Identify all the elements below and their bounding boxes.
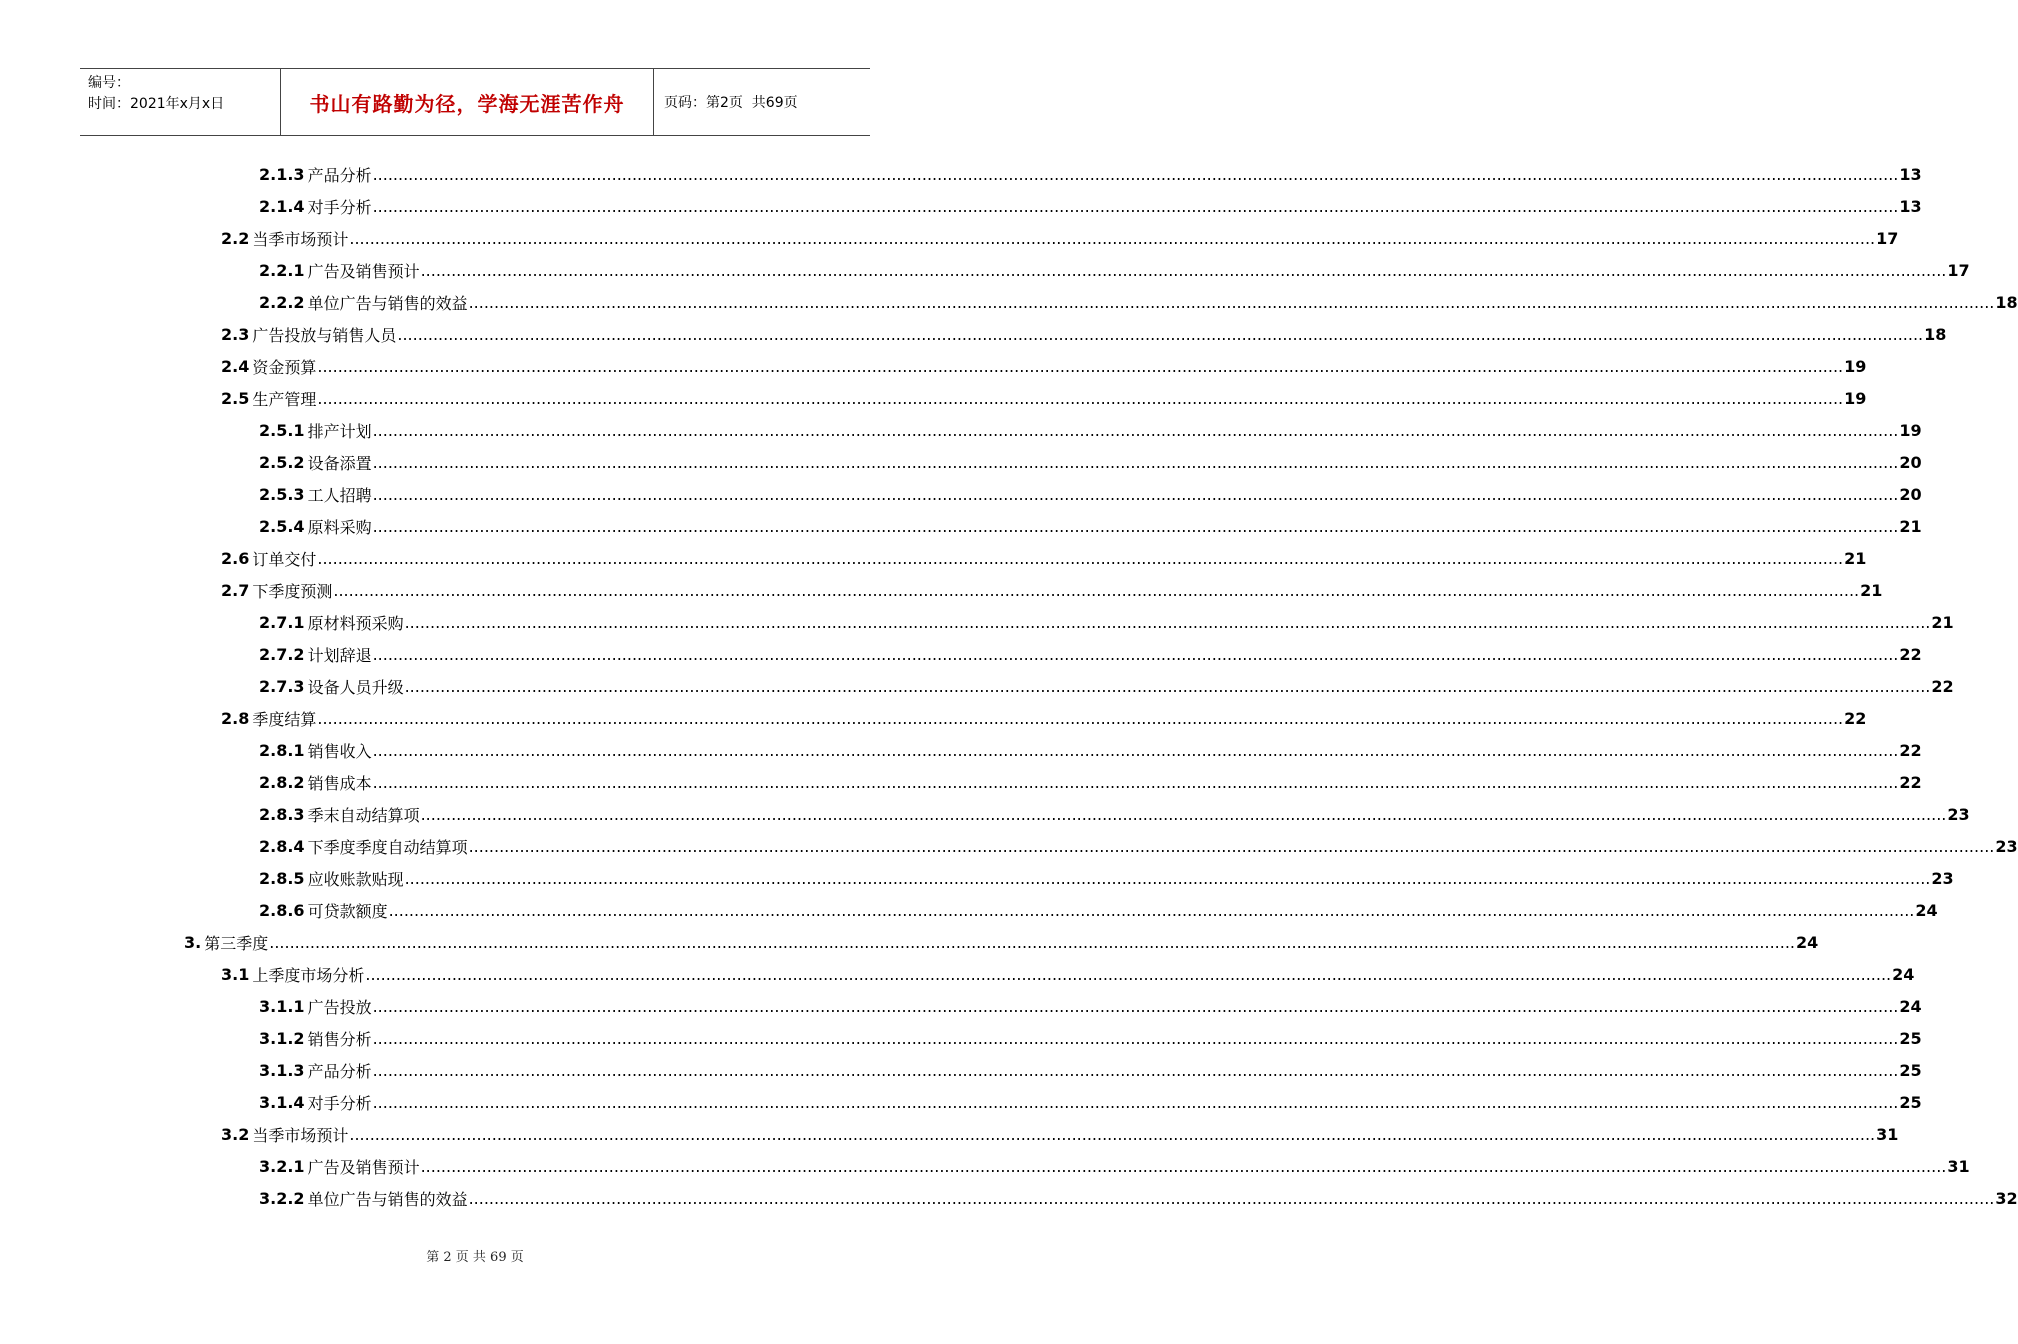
toc-entry[interactable] bbox=[221, 382, 1867, 414]
header-page-info: 页码：第2页 共69页 bbox=[664, 95, 798, 111]
toc-entry[interactable] bbox=[259, 510, 1922, 542]
toc-entry-title: 上季度市场分析 bbox=[252, 965, 365, 985]
toc-entry-title: 广告及销售预计 bbox=[307, 1157, 420, 1177]
toc-entry-number: 2.7.2 bbox=[259, 644, 305, 664]
toc-leader-dots: ............................................................................................................................................................................................................................................................................................................ bbox=[372, 1092, 1899, 1112]
toc-entry-page: 23 bbox=[1931, 868, 1954, 888]
footer-page-number: 第 2 页 共 69 页 bbox=[426, 1250, 524, 1265]
toc-entry[interactable] bbox=[259, 990, 1922, 1022]
toc-entry-number: 2.3 bbox=[221, 324, 250, 344]
toc-entry[interactable] bbox=[221, 958, 1915, 990]
toc-entry[interactable] bbox=[259, 1150, 1970, 1182]
toc-leader-dots: ............................................................................................................................................................................................................................................................................................................ bbox=[317, 708, 1844, 728]
toc-entry-title: 设备人员升级 bbox=[307, 677, 404, 697]
toc-leader-dots: ............................................................................................................................................................................................................................................................................................................ bbox=[468, 1188, 1995, 1208]
toc-entry-page: 22 bbox=[1899, 740, 1922, 760]
toc-entry-page: 24 bbox=[1915, 900, 1938, 920]
toc-entry-title: 排产计划 bbox=[307, 421, 372, 441]
toc-entry-number: 3.2.2 bbox=[259, 1188, 305, 1208]
toc-leader-dots: ............................................................................................................................................................................................................................................................................................................ bbox=[372, 1028, 1899, 1048]
toc-leader-dots: ............................................................................................................................................................................................................................................................................................................ bbox=[372, 644, 1899, 664]
toc-entry-page: 32 bbox=[1995, 1188, 2018, 1208]
toc-entry[interactable] bbox=[259, 158, 1922, 190]
toc-entry-title: 原材料预采购 bbox=[307, 613, 404, 633]
toc-entry[interactable] bbox=[259, 830, 2018, 862]
toc-entry-title: 当季市场预计 bbox=[252, 1125, 349, 1145]
toc-entry-number: 2.4 bbox=[221, 356, 250, 376]
toc-entry-page: 31 bbox=[1876, 1124, 1899, 1144]
toc-entry[interactable] bbox=[259, 638, 1922, 670]
toc-entry[interactable] bbox=[259, 670, 1954, 702]
toc-entry-title: 工人招聘 bbox=[307, 485, 372, 505]
toc-entry[interactable] bbox=[259, 190, 1922, 222]
toc-entry-page: 25 bbox=[1899, 1092, 1922, 1112]
toc-entry-title: 广告投放 bbox=[307, 997, 372, 1017]
toc-entry-title: 销售成本 bbox=[307, 773, 372, 793]
toc-entry-number: 2.7.1 bbox=[259, 612, 305, 632]
toc-entry[interactable] bbox=[259, 446, 1922, 478]
toc-entry-page: 24 bbox=[1796, 932, 1819, 952]
toc-entry-number: 3.1 bbox=[221, 964, 250, 984]
toc-entry-page: 19 bbox=[1844, 388, 1867, 408]
toc-entry-page: 25 bbox=[1899, 1060, 1922, 1080]
toc-entry-number: 2.5.1 bbox=[259, 420, 305, 440]
toc-entry[interactable] bbox=[259, 862, 1954, 894]
toc-entry-number: 2.5.3 bbox=[259, 484, 305, 504]
toc-entry-title: 销售收入 bbox=[307, 741, 372, 761]
toc-entry-page: 21 bbox=[1899, 516, 1922, 536]
toc-entry-title: 对手分析 bbox=[307, 197, 372, 217]
toc-leader-dots: ............................................................................................................................................................................................................................................................................................................ bbox=[365, 964, 1892, 984]
toc-entry-page: 22 bbox=[1931, 676, 1954, 696]
toc-entry-page: 17 bbox=[1876, 228, 1899, 248]
toc-entry[interactable] bbox=[221, 350, 1867, 382]
toc-entry-page: 17 bbox=[1947, 260, 1970, 280]
toc-entry[interactable] bbox=[259, 798, 1970, 830]
toc-leader-dots: ............................................................................................................................................................................................................................................................................................................ bbox=[420, 260, 1947, 280]
toc-entry[interactable] bbox=[259, 1054, 1922, 1086]
toc-entry-number: 2.5 bbox=[221, 388, 250, 408]
toc-entry-page: 22 bbox=[1899, 644, 1922, 664]
toc-entry[interactable] bbox=[221, 318, 1947, 350]
toc-entry-number: 2.2 bbox=[221, 228, 250, 248]
toc-leader-dots: ............................................................................................................................................................................................................................................................................................................ bbox=[317, 548, 1844, 568]
toc-entry-number: 2.8 bbox=[221, 708, 250, 728]
toc-entry-title: 广告及销售预计 bbox=[307, 261, 420, 281]
header-motto-cell bbox=[281, 69, 654, 135]
toc-entry[interactable] bbox=[259, 478, 1922, 510]
toc-entry-title: 第三季度 bbox=[204, 933, 269, 953]
toc-leader-dots: ............................................................................................................................................................................................................................................................................................................ bbox=[317, 356, 1844, 376]
toc-entry-title: 计划辞退 bbox=[307, 645, 372, 665]
toc-entry-page: 18 bbox=[1924, 324, 1947, 344]
toc-entry[interactable] bbox=[259, 766, 1922, 798]
toc-entry-page: 13 bbox=[1899, 196, 1922, 216]
document-number-label: 编号： bbox=[88, 75, 130, 91]
toc-entry-number: 2.8.3 bbox=[259, 804, 305, 824]
toc-leader-dots: ............................................................................................................................................................................................................................................................................................................ bbox=[404, 612, 1931, 632]
toc-entry-number: 3.1.2 bbox=[259, 1028, 305, 1048]
toc-entry-number: 3.2 bbox=[221, 1124, 250, 1144]
toc-entry-title: 可贷款额度 bbox=[307, 901, 388, 921]
header-page-info-cell bbox=[654, 69, 870, 135]
toc-leader-dots: ............................................................................................................................................................................................................................................................................................................ bbox=[372, 164, 1899, 184]
toc-entry[interactable] bbox=[259, 894, 1938, 926]
toc-entry[interactable] bbox=[221, 542, 1867, 574]
toc-entry-title: 下季度季度自动结算项 bbox=[307, 837, 468, 857]
toc-entry-page: 19 bbox=[1844, 356, 1867, 376]
header-meta bbox=[80, 69, 281, 135]
toc-entry-number: 3.1.1 bbox=[259, 996, 305, 1016]
toc-leader-dots: ............................................................................................................................................................................................................................................................................................................ bbox=[269, 932, 1796, 952]
toc-entry[interactable] bbox=[259, 414, 1922, 446]
toc-entry[interactable] bbox=[259, 286, 2018, 318]
toc-entry-number: 2.8.1 bbox=[259, 740, 305, 760]
toc-leader-dots: ............................................................................................................................................................................................................................................................................................................ bbox=[349, 228, 1876, 248]
toc-entry-page: 23 bbox=[1947, 804, 1970, 824]
toc-entry-page: 21 bbox=[1844, 548, 1867, 568]
toc-leader-dots: ............................................................................................................................................................................................................................................................................................................ bbox=[420, 804, 1947, 824]
toc-leader-dots: ............................................................................................................................................................................................................................................................................................................ bbox=[468, 836, 1995, 856]
toc-leader-dots: ............................................................................................................................................................................................................................................................................................................ bbox=[420, 1156, 1947, 1176]
toc-leader-dots: ............................................................................................................................................................................................................................................................................................................ bbox=[372, 772, 1899, 792]
toc-entry-title: 广告投放与销售人员 bbox=[252, 325, 397, 345]
toc-entry-page: 19 bbox=[1899, 420, 1922, 440]
toc-leader-dots: ............................................................................................................................................................................................................................................................................................................ bbox=[372, 196, 1899, 216]
toc-entry-number: 2.8.4 bbox=[259, 836, 305, 856]
toc-entry[interactable] bbox=[259, 1086, 1922, 1118]
toc-entry-number: 2.8.2 bbox=[259, 772, 305, 792]
toc-leader-dots: ............................................................................................................................................................................................................................................................................................................ bbox=[372, 1060, 1899, 1080]
toc-entry-title: 单位广告与销售的效益 bbox=[307, 1189, 468, 1209]
toc-entry-number: 2.5.4 bbox=[259, 516, 305, 536]
toc-entry-number: 2.8.6 bbox=[259, 900, 305, 920]
toc-entry-page: 20 bbox=[1899, 452, 1922, 472]
toc-entry-number: 2.2.1 bbox=[259, 260, 305, 280]
toc-entry-page: 24 bbox=[1892, 964, 1915, 984]
toc-entry-page: 21 bbox=[1860, 580, 1883, 600]
toc-entry-title: 设备添置 bbox=[307, 453, 372, 473]
toc-entry-page: 20 bbox=[1899, 484, 1922, 504]
toc-entry-number: 2.6 bbox=[221, 548, 250, 568]
toc-entry-page: 13 bbox=[1899, 164, 1922, 184]
toc-leader-dots: ............................................................................................................................................................................................................................................................................................................ bbox=[349, 1124, 1876, 1144]
toc-entry-page: 23 bbox=[1995, 836, 2018, 856]
page-header bbox=[80, 68, 870, 136]
toc-leader-dots: ............................................................................................................................................................................................................................................................................................................ bbox=[372, 420, 1899, 440]
toc-entry[interactable] bbox=[221, 1118, 1899, 1150]
toc-leader-dots: ............................................................................................................................................................................................................................................................................................................ bbox=[372, 516, 1899, 536]
toc-entry[interactable] bbox=[221, 222, 1899, 254]
toc-entry-title: 销售分析 bbox=[307, 1029, 372, 1049]
toc-leader-dots: ............................................................................................................................................................................................................................................................................................................ bbox=[404, 868, 1931, 888]
toc-leader-dots: ............................................................................................................................................................................................................................................................................................................ bbox=[333, 580, 1860, 600]
toc-entry-page: 25 bbox=[1899, 1028, 1922, 1048]
toc-entry-number: 2.1.3 bbox=[259, 164, 305, 184]
toc-entry-page: 22 bbox=[1844, 708, 1867, 728]
toc-entry-number: 2.1.4 bbox=[259, 196, 305, 216]
toc-entry-number: 3.1.4 bbox=[259, 1092, 305, 1112]
toc-entry-page: 18 bbox=[1995, 292, 2018, 312]
toc-entry-title: 生产管理 bbox=[252, 389, 317, 409]
toc-entry-title: 应收账款贴现 bbox=[307, 869, 404, 889]
toc-entry-number: 3.2.1 bbox=[259, 1156, 305, 1176]
toc-entry-page: 24 bbox=[1899, 996, 1922, 1016]
toc-entry[interactable] bbox=[259, 606, 1954, 638]
toc-leader-dots: ............................................................................................................................................................................................................................................................................................................ bbox=[317, 388, 1844, 408]
toc-entry-title: 订单交付 bbox=[252, 549, 317, 569]
toc-entry-title: 当季市场预计 bbox=[252, 229, 349, 249]
toc-entry-number: 3.1.3 bbox=[259, 1060, 305, 1080]
toc-entry-page: 22 bbox=[1899, 772, 1922, 792]
toc-leader-dots: ............................................................................................................................................................................................................................................................................................................ bbox=[388, 900, 1915, 920]
toc-entry-number: 2.7 bbox=[221, 580, 250, 600]
toc-leader-dots: ............................................................................................................................................................................................................................................................................................................ bbox=[372, 484, 1899, 504]
toc-entry-title: 产品分析 bbox=[307, 1061, 372, 1081]
toc-entry-number: 2.5.2 bbox=[259, 452, 305, 472]
toc-leader-dots: ............................................................................................................................................................................................................................................................................................................ bbox=[468, 292, 1995, 312]
toc-entry-title: 季末自动结算项 bbox=[307, 805, 420, 825]
document-date: 时间：2021年x月x日 bbox=[88, 96, 225, 112]
toc-entry[interactable] bbox=[221, 574, 1883, 606]
header-motto: 书山有路勤为径，学海无涯苦作舟 bbox=[309, 91, 625, 116]
toc-leader-dots: ............................................................................................................................................................................................................................................................................................................ bbox=[404, 676, 1931, 696]
toc-entry-number: 2.7.3 bbox=[259, 676, 305, 696]
toc-entry-number: 2.8.5 bbox=[259, 868, 305, 888]
toc-leader-dots: ............................................................................................................................................................................................................................................................................................................ bbox=[397, 324, 1924, 344]
toc-entry-title: 资金预算 bbox=[252, 357, 317, 377]
toc-entry[interactable] bbox=[221, 702, 1867, 734]
toc-entry-page: 21 bbox=[1931, 612, 1954, 632]
toc-entry[interactable] bbox=[259, 1182, 2018, 1214]
toc-entry-title: 产品分析 bbox=[307, 165, 372, 185]
toc-leader-dots: ............................................................................................................................................................................................................................................................................................................ bbox=[372, 452, 1899, 472]
toc-entry[interactable] bbox=[259, 254, 1970, 286]
toc-entry-number: 2.2.2 bbox=[259, 292, 305, 312]
toc-entry-title: 季度结算 bbox=[252, 709, 317, 729]
toc-entry-title: 单位广告与销售的效益 bbox=[307, 293, 468, 313]
toc-entry-number: 3. bbox=[184, 932, 202, 952]
toc-leader-dots: ............................................................................................................................................................................................................................................................................................................ bbox=[372, 996, 1899, 1016]
page-footer bbox=[0, 1246, 950, 1265]
toc-entry-title: 原料采购 bbox=[307, 517, 372, 537]
toc-entry-title: 对手分析 bbox=[307, 1093, 372, 1113]
toc-entry[interactable] bbox=[259, 734, 1922, 766]
toc-entry[interactable] bbox=[184, 926, 1819, 958]
toc-entry-title: 下季度预测 bbox=[252, 581, 333, 601]
toc-leader-dots: ............................................................................................................................................................................................................................................................................................................ bbox=[372, 740, 1899, 760]
toc-entry-page: 31 bbox=[1947, 1156, 1970, 1176]
toc-entry[interactable] bbox=[259, 1022, 1922, 1054]
